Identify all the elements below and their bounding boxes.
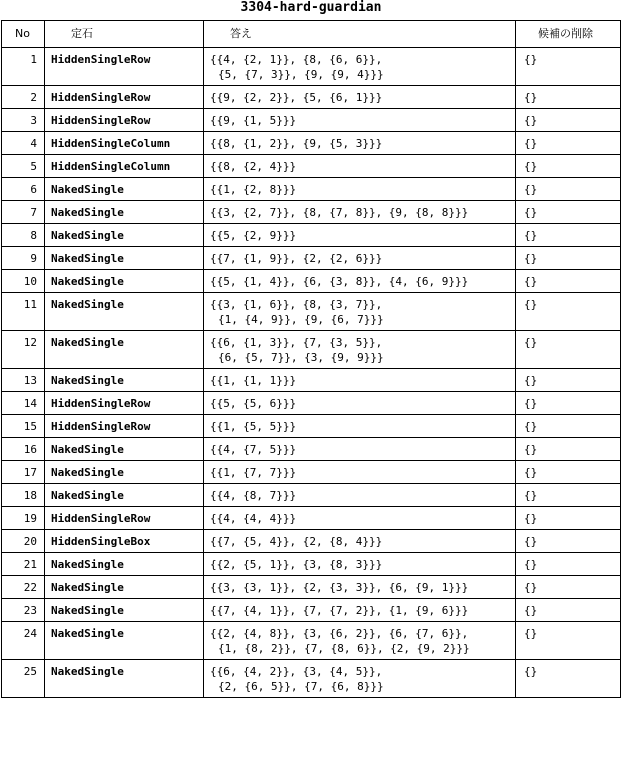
table-row: [2, 132, 621, 155]
table-row: [2, 507, 621, 530]
answer-line: {{2, {5, 1}}, {3, {8, 3}}}: [210, 558, 383, 571]
header-removal: 候補の削除: [516, 21, 621, 48]
row-number: 21: [2, 553, 45, 576]
answer-line: {6, {5, 7}}, {3, {9, 9}}}: [218, 351, 384, 364]
row-answer: [204, 201, 516, 224]
answer-line: {{5, {2, 9}}}: [210, 229, 297, 242]
answer-line: {{8, {1, 2}}, {9, {5, 3}}}: [210, 137, 383, 150]
row-answer: [204, 155, 516, 178]
row-technique: NakedSingle: [45, 247, 204, 270]
row-removal: {}: [516, 201, 621, 224]
row-answer: [204, 660, 516, 698]
row-removal: {}: [516, 392, 621, 415]
answer-line: {{4, {4, 4}}}: [210, 512, 297, 525]
answer-line: {{3, {2, 7}}, {8, {7, 8}}, {9, {8, 8}}}: [210, 206, 469, 219]
row-number: 3: [2, 109, 45, 132]
answer-line: {{4, {2, 1}}, {8, {6, 6}},: [210, 53, 383, 66]
table-row: [2, 576, 621, 599]
row-technique: NakedSingle: [45, 576, 204, 599]
row-number: 24: [2, 622, 45, 660]
row-removal: {}: [516, 247, 621, 270]
row-removal: {}: [516, 438, 621, 461]
row-answer: [204, 622, 516, 660]
row-number: 18: [2, 484, 45, 507]
row-answer: [204, 48, 516, 86]
row-removal: {}: [516, 178, 621, 201]
row-number: 15: [2, 415, 45, 438]
row-technique: NakedSingle: [45, 484, 204, 507]
row-number: 23: [2, 599, 45, 622]
row-answer: [204, 293, 516, 331]
answer-line: {{1, {5, 5}}}: [210, 420, 297, 433]
answer-line: {{3, {3, 1}}, {2, {3, 3}}, {6, {9, 1}}}: [210, 581, 469, 594]
answer-line: {2, {6, 5}}, {7, {6, 8}}}: [218, 680, 384, 693]
answer-line: {{7, {1, 9}}, {2, {2, 6}}}: [210, 252, 383, 265]
row-number: 19: [2, 507, 45, 530]
row-technique: NakedSingle: [45, 660, 204, 698]
row-technique: NakedSingle: [45, 270, 204, 293]
row-answer: [204, 247, 516, 270]
header-technique: 定石: [45, 21, 204, 48]
row-answer: [204, 331, 516, 369]
row-technique: HiddenSingleRow: [45, 392, 204, 415]
row-number: 22: [2, 576, 45, 599]
row-removal: {}: [516, 109, 621, 132]
row-number: 20: [2, 530, 45, 553]
table-row: [2, 270, 621, 293]
row-technique: NakedSingle: [45, 224, 204, 247]
row-removal: {}: [516, 369, 621, 392]
answer-line: {{1, {7, 7}}}: [210, 466, 297, 479]
table-row: [2, 415, 621, 438]
row-number: 17: [2, 461, 45, 484]
table-row: [2, 484, 621, 507]
row-removal: {}: [516, 132, 621, 155]
table-row: [2, 86, 621, 109]
row-removal: {}: [516, 224, 621, 247]
row-answer: [204, 178, 516, 201]
row-answer: [204, 369, 516, 392]
row-number: 5: [2, 155, 45, 178]
row-answer: [204, 553, 516, 576]
header-answer: 答え: [204, 21, 516, 48]
table-row: [2, 599, 621, 622]
row-number: 12: [2, 331, 45, 369]
row-number: 10: [2, 270, 45, 293]
table-row: [2, 178, 621, 201]
answer-line: {{6, {4, 2}}, {3, {4, 5}},: [210, 665, 383, 678]
table-row: [2, 48, 621, 86]
row-technique: HiddenSingleColumn: [45, 132, 204, 155]
answer-line: {{4, {7, 5}}}: [210, 443, 297, 456]
row-removal: {}: [516, 507, 621, 530]
table-row: [2, 247, 621, 270]
row-number: 11: [2, 293, 45, 331]
row-technique: NakedSingle: [45, 293, 204, 331]
row-removal: {}: [516, 293, 621, 331]
page-title: 3304-hard-guardian: [240, 0, 382, 15]
header-no: No: [2, 21, 45, 48]
row-number: 25: [2, 660, 45, 698]
row-answer: [204, 507, 516, 530]
row-answer: [204, 86, 516, 109]
solution-table: [1, 20, 621, 698]
row-technique: NakedSingle: [45, 553, 204, 576]
row-answer: [204, 270, 516, 293]
answer-line: {{3, {1, 6}}, {8, {3, 7}},: [210, 298, 383, 311]
row-answer: [204, 530, 516, 553]
answer-line: {{1, {2, 8}}}: [210, 183, 297, 196]
row-technique: NakedSingle: [45, 622, 204, 660]
row-removal: {}: [516, 270, 621, 293]
row-answer: [204, 438, 516, 461]
row-removal: {}: [516, 553, 621, 576]
table-row: [2, 622, 621, 660]
table-row: [2, 553, 621, 576]
table-body: [2, 48, 621, 698]
row-number: 13: [2, 369, 45, 392]
row-technique: HiddenSingleRow: [45, 86, 204, 109]
row-answer: [204, 132, 516, 155]
row-answer: [204, 109, 516, 132]
row-number: 7: [2, 201, 45, 224]
row-number: 9: [2, 247, 45, 270]
row-answer: [204, 599, 516, 622]
row-removal: {}: [516, 155, 621, 178]
answer-line: {5, {7, 3}}, {9, {9, 4}}}: [218, 68, 384, 81]
row-technique: NakedSingle: [45, 438, 204, 461]
answer-line: {{9, {1, 5}}}: [210, 114, 297, 127]
answer-line: {{9, {2, 2}}, {5, {6, 1}}}: [210, 91, 383, 104]
row-technique: NakedSingle: [45, 369, 204, 392]
answer-line: {{6, {1, 3}}, {7, {3, 5}},: [210, 336, 383, 349]
table-row: [2, 660, 621, 698]
table-row: [2, 201, 621, 224]
row-technique: HiddenSingleRow: [45, 415, 204, 438]
answer-line: {{5, {1, 4}}, {6, {3, 8}}, {4, {6, 9}}}: [210, 275, 469, 288]
row-answer: [204, 392, 516, 415]
row-technique: HiddenSingleBox: [45, 530, 204, 553]
table-row: [2, 438, 621, 461]
row-technique: NakedSingle: [45, 178, 204, 201]
row-technique: NakedSingle: [45, 461, 204, 484]
row-number: 14: [2, 392, 45, 415]
answer-line: {{4, {8, 7}}}: [210, 489, 297, 502]
table-row: [2, 293, 621, 331]
row-technique: HiddenSingleRow: [45, 507, 204, 530]
table-row: [2, 109, 621, 132]
row-answer: [204, 576, 516, 599]
answer-line: {{5, {5, 6}}}: [210, 397, 297, 410]
row-removal: {}: [516, 622, 621, 660]
row-number: 1: [2, 48, 45, 86]
row-removal: {}: [516, 530, 621, 553]
answer-line: {1, {4, 9}}, {9, {6, 7}}}: [218, 313, 384, 326]
answer-line: {{8, {2, 4}}}: [210, 160, 297, 173]
row-removal: {}: [516, 484, 621, 507]
table-row: [2, 369, 621, 392]
row-number: 2: [2, 86, 45, 109]
row-removal: {}: [516, 86, 621, 109]
row-technique: HiddenSingleColumn: [45, 155, 204, 178]
answer-line: {{2, {4, 8}}, {3, {6, 2}}, {6, {7, 6}},: [210, 627, 469, 640]
row-answer: [204, 461, 516, 484]
row-removal: {}: [516, 415, 621, 438]
table-row: [2, 392, 621, 415]
table-header-row: [2, 21, 621, 48]
row-answer: [204, 415, 516, 438]
row-technique: NakedSingle: [45, 599, 204, 622]
row-removal: {}: [516, 660, 621, 698]
answer-line: {{7, {4, 1}}, {7, {7, 2}}, {1, {9, 6}}}: [210, 604, 469, 617]
table-row: [2, 461, 621, 484]
row-answer: [204, 224, 516, 247]
table-row: [2, 224, 621, 247]
row-removal: {}: [516, 331, 621, 369]
row-removal: {}: [516, 599, 621, 622]
row-removal: {}: [516, 576, 621, 599]
row-number: 16: [2, 438, 45, 461]
row-technique: HiddenSingleRow: [45, 109, 204, 132]
row-technique: HiddenSingleRow: [45, 48, 204, 86]
row-number: 8: [2, 224, 45, 247]
row-answer: [204, 484, 516, 507]
row-technique: NakedSingle: [45, 331, 204, 369]
table-row: [2, 155, 621, 178]
table-row: [2, 331, 621, 369]
answer-line: {1, {8, 2}}, {7, {8, 6}}, {2, {9, 2}}}: [218, 642, 470, 655]
answer-line: {{7, {5, 4}}, {2, {8, 4}}}: [210, 535, 383, 548]
answer-line: {{1, {1, 1}}}: [210, 374, 297, 387]
row-removal: {}: [516, 48, 621, 86]
row-technique: NakedSingle: [45, 201, 204, 224]
row-removal: {}: [516, 461, 621, 484]
row-number: 4: [2, 132, 45, 155]
row-number: 6: [2, 178, 45, 201]
table-row: [2, 530, 621, 553]
